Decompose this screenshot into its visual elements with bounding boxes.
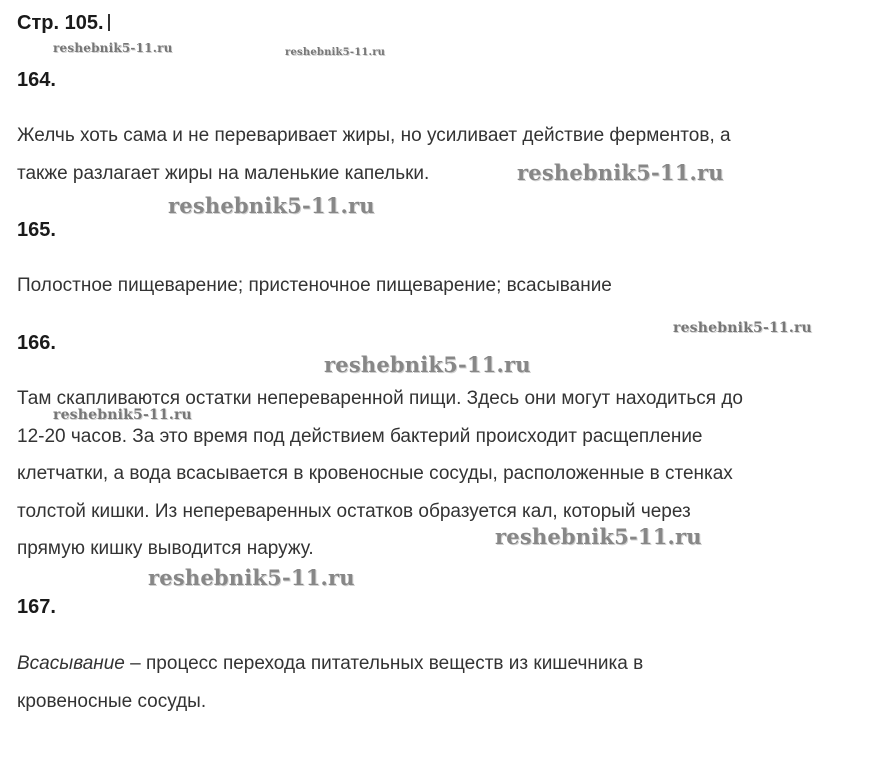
- watermark: reshebnik5-11.ru: [285, 47, 386, 58]
- task-number-164: 164.: [17, 69, 56, 91]
- answer-line: 12-20 часов. За это время под действием бактерий происходит расщепление: [17, 425, 703, 447]
- watermark: reshebnik5-11.ru: [53, 407, 192, 423]
- watermark: reshebnik5-11.ru: [53, 41, 173, 55]
- answer-line: кровеносные сосуды.: [17, 690, 207, 712]
- answer-line: Полостное пищеварение; пристеночное пищеварение; всасывание: [17, 275, 612, 296]
- answer-line: также разлагает жиры на маленькие капельки.: [17, 162, 430, 184]
- page-header: [17, 12, 110, 35]
- watermark: reshebnik5-11.ru: [324, 352, 531, 377]
- answer-line: Там скапливаются остатки непереваренной пищи. Здесь они могут находиться до: [17, 388, 743, 409]
- term-emphasis: Всасывание: [17, 653, 125, 674]
- answer-line: толстой кишки. Из непереваренных остатков образуется кал, который через: [17, 500, 691, 522]
- watermark: reshebnik5-11.ru: [148, 565, 355, 590]
- watermark: reshebnik5-11.ru: [673, 320, 812, 336]
- task-answer-167: [17, 645, 643, 720]
- page-number-label: Стр. 105.: [17, 12, 104, 34]
- watermark: reshebnik5-11.ru: [168, 193, 375, 218]
- answer-line: [17, 645, 643, 683]
- task-number-166: 166.: [17, 332, 56, 354]
- task-number-167: 167.: [17, 596, 56, 618]
- answer-line: Желчь хоть сама и не переваривает жиры, но усиливает действие ферментов, а: [17, 125, 731, 146]
- task-number-165: 165.: [17, 219, 56, 241]
- watermark: reshebnik5-11.ru: [495, 524, 702, 549]
- answer-line: прямую кишку выводится наружу.: [17, 538, 314, 559]
- task-answer-165: [17, 267, 612, 305]
- answer-line: клетчатки, а вода всасывается в кровеносные сосуды, расположенные в стенках: [17, 463, 733, 484]
- watermark: reshebnik5-11.ru: [517, 160, 724, 185]
- definition-text: – процесс перехода питательных веществ из кишечника в: [124, 653, 644, 674]
- text-cursor: [108, 14, 110, 31]
